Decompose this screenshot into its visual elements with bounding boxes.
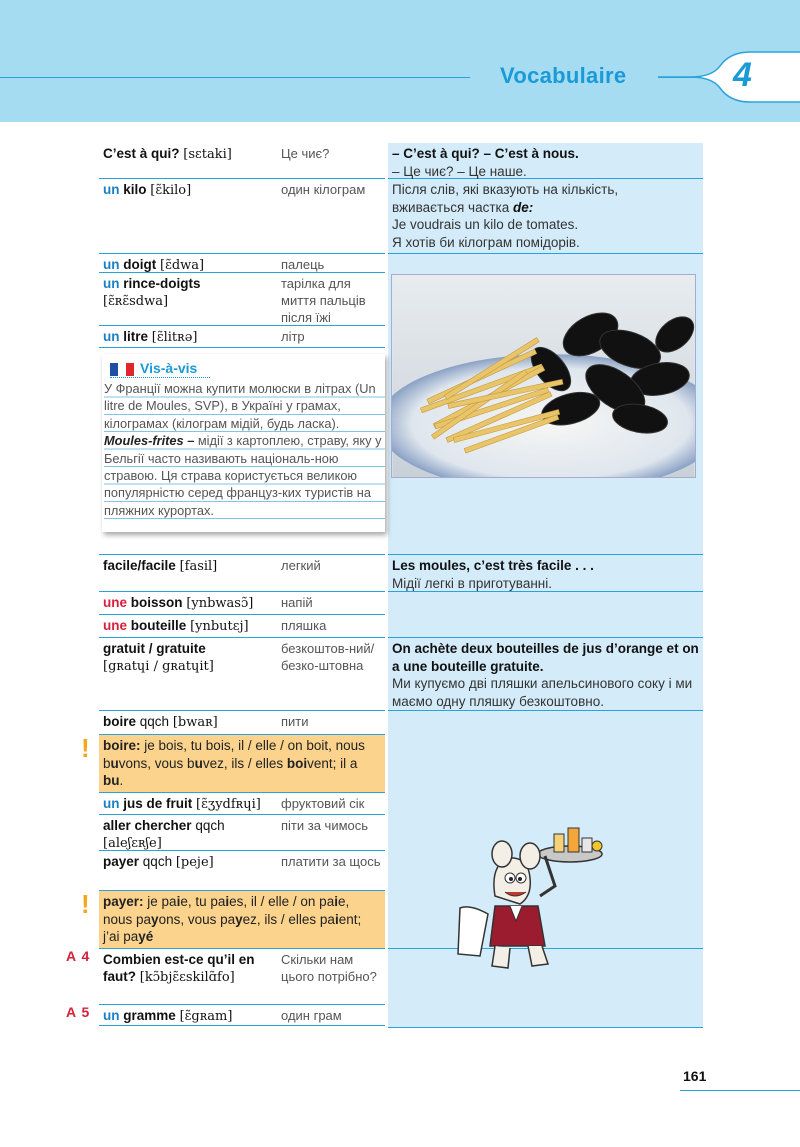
- vocab-translation: пити: [281, 714, 309, 729]
- vocab-translation: фруктовий сік: [281, 796, 365, 811]
- example-row: [388, 638, 703, 711]
- section-tag-a5: A 5: [66, 1004, 91, 1020]
- vocab-translation: легкий: [281, 558, 321, 573]
- vocab-row: [99, 326, 385, 348]
- vocab-term: un rince-doigts [ɛ̃ʀɛ̃sdwa]: [103, 276, 201, 309]
- french-flag-icon: [110, 363, 134, 376]
- exclamation-icon: !: [81, 889, 90, 919]
- vocab-row: [99, 638, 385, 711]
- example-text: Після слів, які вказують на кількість, вживається частка de: Je voudrais un kilo de tomates. Я хотів би кілограм помідорів.: [392, 182, 619, 250]
- vocab-term: une boisson [ynbwasɔ̃]: [103, 595, 254, 611]
- vocab-translation: літр: [281, 329, 305, 344]
- vocab-term: un litre [ɛ̃litʀə]: [103, 329, 198, 345]
- vocab-translation: тарілка для миття пальців після їжі: [281, 276, 366, 325]
- vocab-term: aller chercher qqch [aleʃɛʀʃe]: [103, 818, 225, 851]
- vocab-translation: платити за щось: [281, 854, 381, 869]
- vocab-term: une bouteille [ynbutɛj]: [103, 618, 249, 634]
- vocab-term: un gramme [ɛ̃gʀam]: [103, 1008, 233, 1024]
- vocab-row: [99, 254, 385, 273]
- example-row: [388, 179, 703, 254]
- vocab-row: [99, 179, 385, 254]
- section-tag-a4: A 4: [66, 948, 91, 964]
- page-number: 161: [683, 1068, 707, 1084]
- example-row: [388, 554, 703, 592]
- vocab-row: [99, 273, 385, 326]
- vocab-term: payer qqch [peje]: [103, 854, 214, 870]
- header-rule: [0, 77, 470, 78]
- vis-a-vis-text: У Франції можна купити молюски в літрах (Un litre de Moules, SVP), в Україні у грамах, кілограмах (кілограм мідій, будь ласка). Moules-frites – мідії з картоплею, страву, яку у Бельгії часто називають національ-ною стравою. Ця страва користується великою популярністю серед француз-ких туристів на пляжних курортах.: [104, 380, 385, 519]
- vocab-row: [99, 815, 385, 851]
- vocab-row: [99, 949, 385, 1005]
- example-row: [388, 592, 703, 638]
- chapter-tab-shape: [650, 44, 800, 104]
- vocab-term: un doigt [ɛ̃dwa]: [103, 257, 205, 273]
- vocab-row: [99, 554, 385, 592]
- vocab-row: [99, 592, 385, 615]
- vocab-row: [99, 851, 385, 891]
- vocab-term: facile/facile [fasil]: [103, 558, 218, 574]
- vocab-translation: пляшка: [281, 618, 327, 633]
- page-number-rule: [680, 1090, 800, 1091]
- vocab-translation: один кілограм: [281, 182, 366, 197]
- vis-a-vis-title: Vis-à-vis: [140, 360, 198, 376]
- conjugation-box-boire: boire: je bois, tu bois, il / elle / on boit, nous buvons, vous buvez, ils / elles boivent; il a bu.: [99, 735, 385, 793]
- vocab-term: un kilo [ɛ̃kilo]: [103, 182, 192, 198]
- vocab-term: Combien est-ce qu’il en faut? [kɔ̃bjɛ̃ɛskilɑ̃fo]: [103, 952, 255, 985]
- chapter-title: Vocabulaire: [500, 63, 627, 88]
- example-row-spacer: [388, 478, 703, 554]
- conjugation-box-payer: payer: je paie, tu paies, il / elle / on paie, nous payons, vous payez, ils / elles paient; j’ai payé: [99, 891, 385, 949]
- vocab-translation: піти за чимось: [281, 818, 369, 833]
- vocab-term: gratuit / gratuite [gʀatɥi / gʀatɥit]: [103, 641, 214, 674]
- moules-frites-photo: [391, 274, 696, 478]
- vocab-translation: палець: [281, 257, 325, 272]
- vis-a-vis-header: [110, 360, 210, 378]
- vocab-translation: напій: [281, 595, 313, 610]
- exclamation-icon: !: [81, 733, 90, 763]
- vocab-term: un jus de fruit [ɛ̃ʒydfʀɥi]: [103, 796, 261, 812]
- vocab-translation: Скільки нам цього потрібно?: [281, 952, 377, 984]
- vocab-translation: один грам: [281, 1008, 342, 1023]
- vocab-translation: Це чиє?: [281, 146, 330, 161]
- vocab-term: boire qqch [bwaʀ]: [103, 714, 218, 730]
- vocab-translation: безкоштов-ний/безко-штовна: [281, 641, 375, 673]
- example-row: [388, 143, 703, 179]
- example-text: – C’est à qui? – C’est à nous. – Це чиє? – Це наше.: [392, 146, 579, 179]
- waiter-mouse-illustration: [450, 826, 610, 976]
- vocab-term: C’est à qui? [sɛtaki]: [103, 146, 232, 162]
- vocab-row: [99, 793, 385, 815]
- chapter-number: 4: [733, 56, 752, 94]
- vis-a-vis-box: [102, 354, 385, 532]
- vocab-row: [99, 1005, 385, 1026]
- example-text: On achète deux bouteilles de jus d’orange et on a une bouteille gratuite. Ми купуємо дві пляшки апельсинового соку і ми маємо одну пляшку безкоштовно.: [392, 641, 699, 709]
- vocab-row: [99, 711, 385, 735]
- example-text: Les moules, c’est très facile . . . Мідії легкі в приготуванні.: [392, 558, 594, 591]
- vocab-row: [99, 143, 385, 179]
- vocab-row: [99, 615, 385, 638]
